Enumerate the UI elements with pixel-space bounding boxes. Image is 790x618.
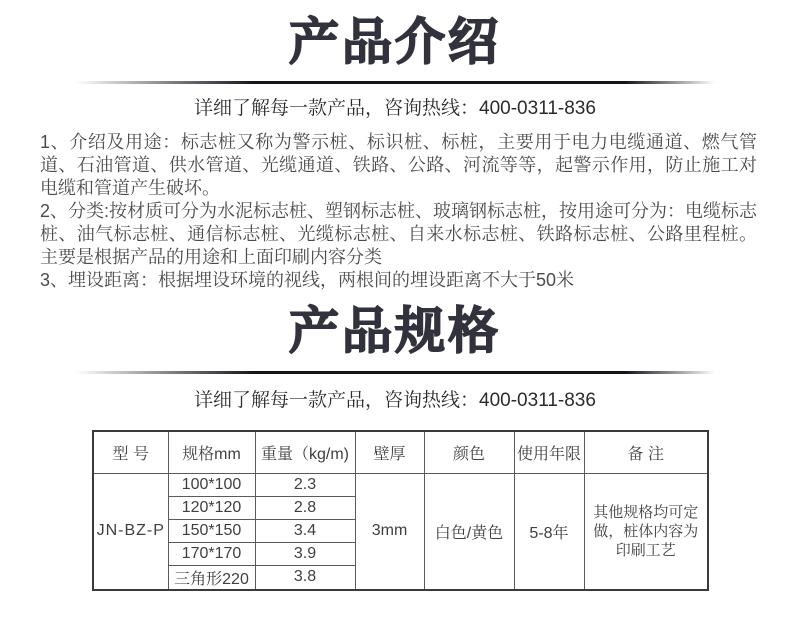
intro-section-title: 产品介绍 bbox=[289, 14, 501, 70]
service-life-cell: 5-8年 bbox=[514, 473, 584, 590]
header-remark: 备 注 bbox=[584, 431, 708, 473]
header-model: 型 号 bbox=[93, 431, 168, 473]
spec-cell: 170*170 bbox=[168, 542, 255, 565]
specs-title-divider bbox=[75, 371, 715, 374]
header-service-life: 使用年限 bbox=[514, 431, 584, 473]
intro-title-divider bbox=[75, 81, 715, 84]
weight-cell: 3.4 bbox=[255, 519, 355, 542]
product-spec-table bbox=[92, 430, 709, 591]
weight-cell: 3.8 bbox=[255, 565, 355, 590]
intro-hotline-subtitle: 详细了解每一款产品，咨询热线：400-0311-836 bbox=[194, 98, 596, 119]
header-spec: 规格mm bbox=[168, 431, 255, 473]
header-weight: 重量（kg/m) bbox=[255, 431, 355, 473]
remark-cell: 其他规格均可定做，桩体内容为印刷工艺 bbox=[584, 473, 708, 590]
specs-hotline-subtitle: 详细了解每一款产品，咨询热线：400-0311-836 bbox=[194, 390, 596, 411]
table-header-row bbox=[93, 431, 708, 473]
spec-cell: 120*120 bbox=[168, 496, 255, 519]
weight-cell: 2.3 bbox=[255, 473, 355, 496]
intro-paragraph-burial-distance: 3、埋设距离：根据埋设环境的视线，两根间的埋设距离不大于50米 bbox=[40, 270, 575, 290]
spec-cell: 三角形220 bbox=[168, 565, 255, 590]
color-cell: 白色/黄色 bbox=[424, 473, 514, 590]
specs-section-title: 产品规格 bbox=[289, 303, 501, 359]
header-color: 颜色 bbox=[424, 431, 514, 473]
intro-paragraph-classification: 2、分类:按材质可分为水泥标志桩、塑钢标志桩、玻璃钢标志桩，按用途可分为：电缆标志桩、油气标志桩、通信标志桩、光缆标志桩、自来水标志桩、铁路标志桩、公路里程桩。主要是根据产品的用途和上面印刷内容分类 bbox=[40, 201, 758, 267]
intro-paragraph-usage: 1、介绍及用途：标志桩又称为警示桩、标识桩、标桩，主要用于电力电缆通道、燃气管道、石油管道、供水管道、光缆通道、铁路、公路、河流等等，起警示作用，防止施工对电缆和管道产生破坏。 bbox=[40, 132, 757, 198]
wall-thickness-cell: 3mm bbox=[355, 473, 424, 590]
weight-cell: 2.8 bbox=[255, 496, 355, 519]
weight-cell: 3.9 bbox=[255, 542, 355, 565]
model-cell: JN-BZ-P bbox=[93, 473, 168, 590]
spec-cell: 100*100 bbox=[168, 473, 255, 496]
header-wall-thickness: 壁厚 bbox=[355, 431, 424, 473]
spec-cell: 150*150 bbox=[168, 519, 255, 542]
table-row bbox=[93, 473, 708, 496]
intro-paragraphs bbox=[40, 131, 757, 292]
